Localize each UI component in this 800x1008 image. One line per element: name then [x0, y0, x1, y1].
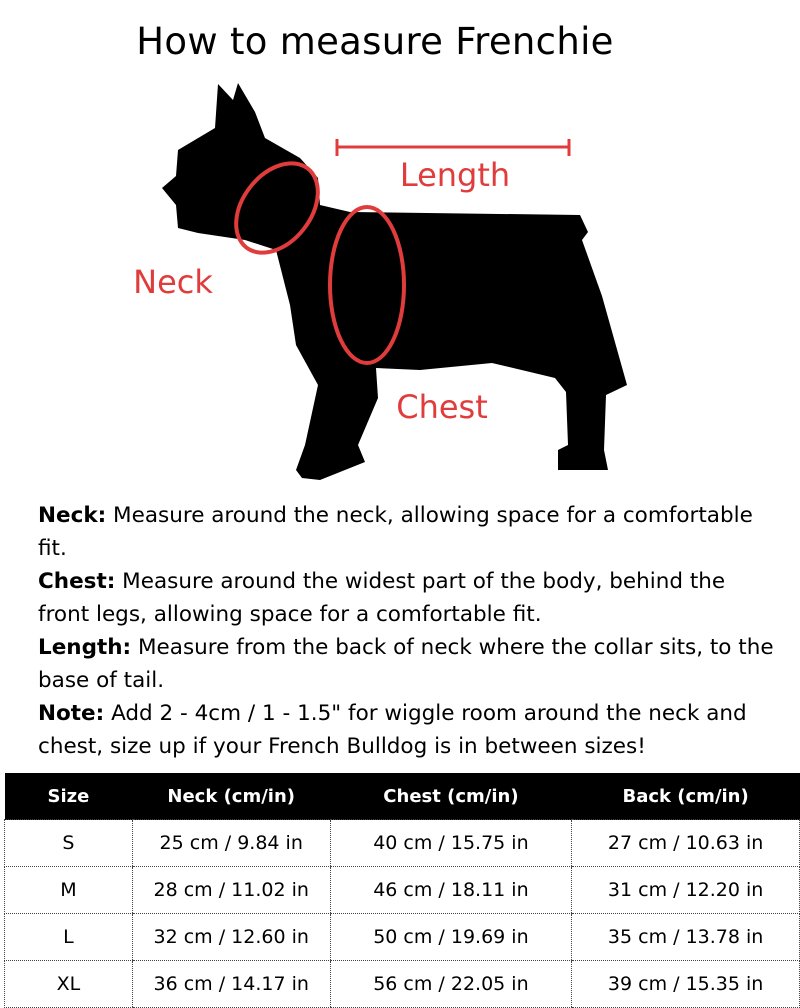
- header-size: Size: [5, 773, 133, 820]
- header-neck: Neck (cm/in): [132, 773, 330, 820]
- table-row: [5, 961, 800, 1008]
- cell-size: S: [5, 820, 133, 867]
- cell-back: 35 cm / 13.78 in: [572, 914, 800, 961]
- cell-size: L: [5, 914, 133, 961]
- frenchie-measurement-diagram: [0, 70, 800, 490]
- length-label: Length: [399, 156, 511, 194]
- cell-size: M: [5, 867, 133, 914]
- header-back: Back (cm/in): [572, 773, 800, 820]
- instruction-note: Note: Add 2 - 4cm / 1 - 1.5" for wiggle room around the neck and chest, size up if your French Bulldog is in between sizes!: [38, 701, 747, 759]
- table-row: [5, 867, 800, 914]
- instruction-length: Length: Measure from the back of neck where the collar sits, to the base of tail.: [38, 635, 774, 693]
- cell-back: 39 cm / 15.35 in: [572, 961, 800, 1008]
- dog-silhouette: [162, 83, 627, 480]
- table-row: [5, 914, 800, 961]
- cell-neck: 32 cm / 12.60 in: [132, 914, 330, 961]
- table-row: [5, 820, 800, 867]
- cell-back: 27 cm / 10.63 in: [572, 820, 800, 867]
- cell-chest: 46 cm / 18.11 in: [330, 867, 572, 914]
- cell-size: XL: [5, 961, 133, 1008]
- neck-label: Neck: [133, 263, 213, 301]
- cell-neck: 36 cm / 14.17 in: [132, 961, 330, 1008]
- instruction-chest: Chest: Measure around the widest part of the body, behind the front legs, allowing space for a comfortable fit.: [38, 569, 726, 627]
- page-title: How to measure Frenchie: [136, 20, 614, 63]
- cell-back: 31 cm / 12.20 in: [572, 867, 800, 914]
- chest-label: Chest: [396, 388, 488, 426]
- size-chart-table: [4, 773, 800, 1008]
- cell-neck: 25 cm / 9.84 in: [132, 820, 330, 867]
- length-indicator: [337, 139, 569, 156]
- measurement-instructions: [38, 499, 778, 763]
- cell-chest: 56 cm / 22.05 in: [330, 961, 572, 1008]
- table-header-row: [5, 773, 800, 820]
- cell-neck: 28 cm / 11.02 in: [132, 867, 330, 914]
- instruction-neck: Neck: Measure around the neck, allowing space for a comfortable fit.: [38, 503, 753, 561]
- cell-chest: 50 cm / 19.69 in: [330, 914, 572, 961]
- cell-chest: 40 cm / 15.75 in: [330, 820, 572, 867]
- header-chest: Chest (cm/in): [330, 773, 572, 820]
